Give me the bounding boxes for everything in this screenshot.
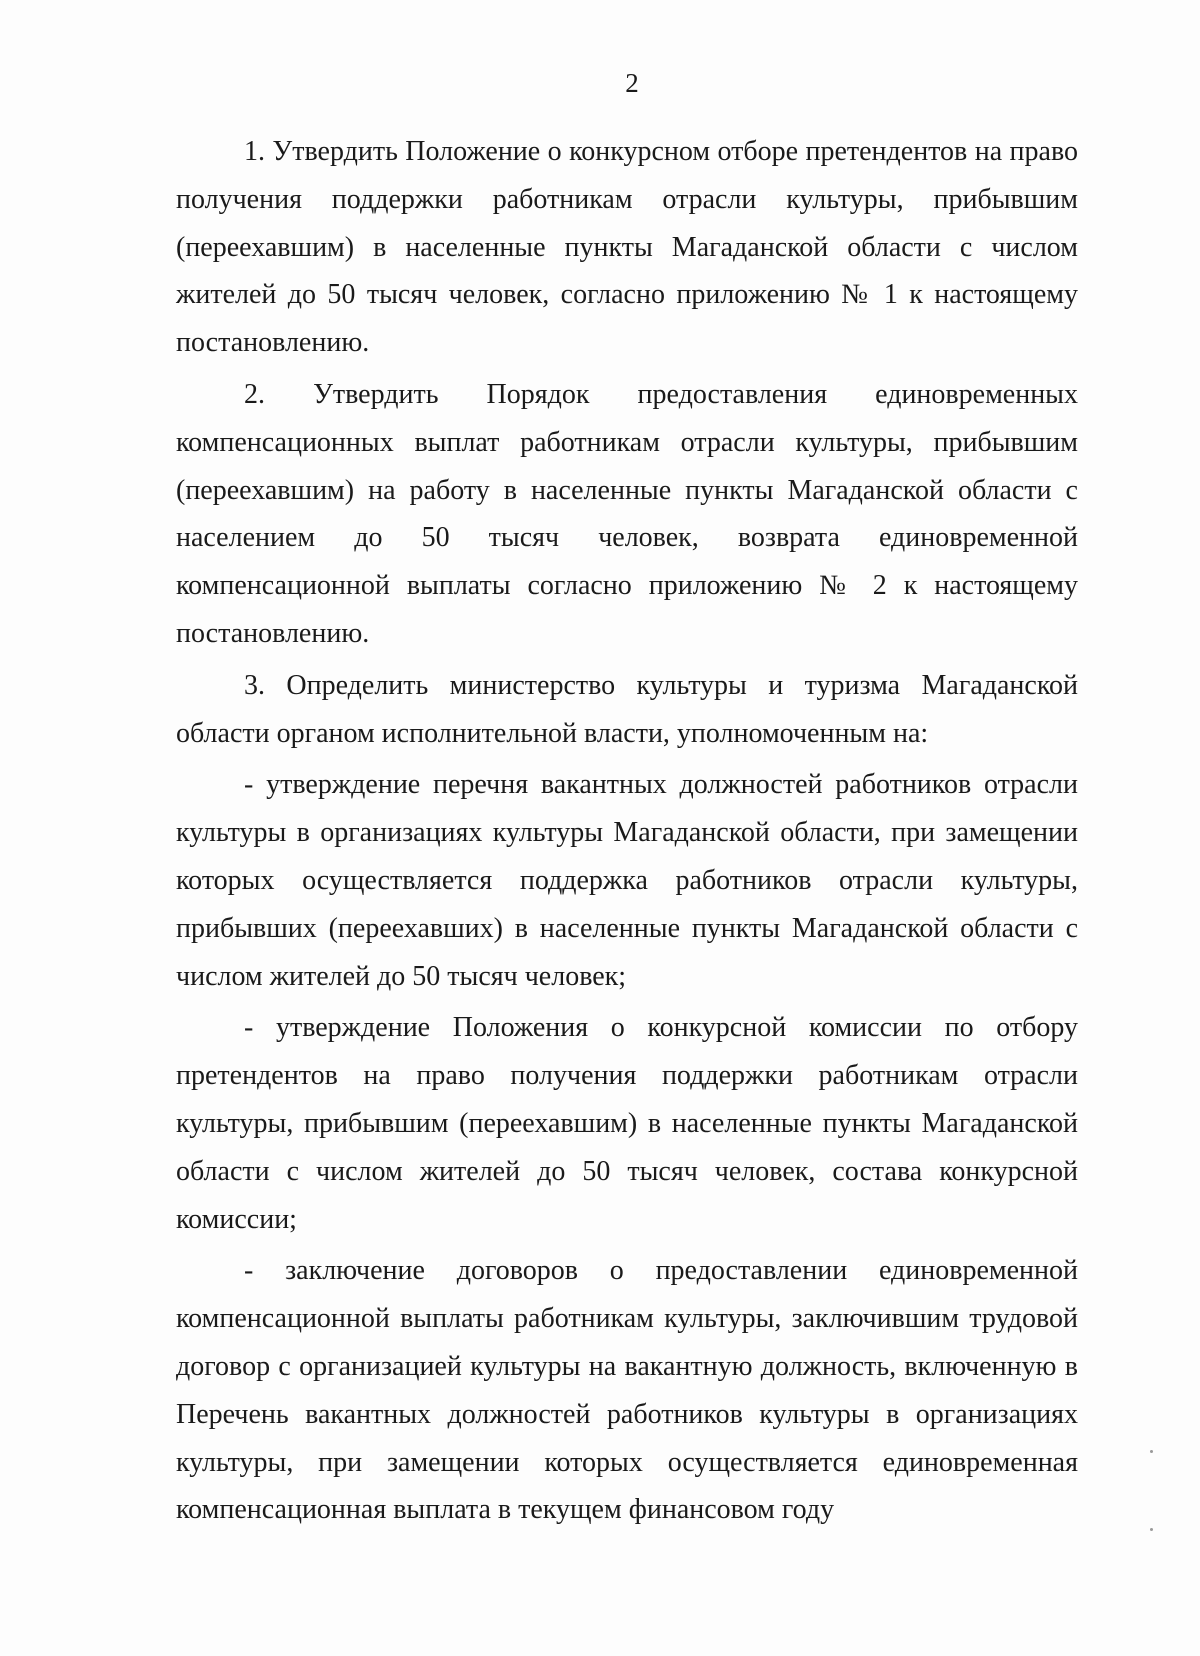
paragraph-3-define-ministry: 3. Определить министерство культуры и туризма Магаданской области органом исполнительной власти, уполномоченным на: xyxy=(176,669,1078,749)
list-item-contracts: - заключение договоров о предоставлении единовременной компенсационной выплаты работникам культуры, заключившим трудовой договор с организацией культуры на вакантную должность, включенную в Перечень вакантных должностей работников культуры в организациях культуры, при замещении которых осуществляется единовременная компенсационная выплата в текущем финансовом году xyxy=(176,1255,1078,1526)
paragraph-1-approve-regulation: 1. Утвердить Положение о конкурсном отборе претендентов на право получения поддержки работникам отрасли культуры, прибывшим (переехавшим) в населенные пункты Магаданской области с числом жителей до 50 тысяч человек, согласно приложению № 1 к настоящему постановлению. xyxy=(176,136,1078,359)
document-body xyxy=(176,128,1078,1534)
list-item-commission-regulation: - утверждение Положения о конкурсной комиссии по отбору претендентов на право получения поддержки работникам отрасли культуры, прибывшим (переехавшим) в населенные пункты Магаданской области с числом жителей до 50 тысяч человек, состава конкурсной комиссии; xyxy=(176,1012,1078,1235)
scan-artifact xyxy=(1150,1450,1153,1453)
list-item-vacancy-list: - утверждение перечня вакантных должностей работников отрасли культуры в организациях культуры Магаданской области, при замещении которых осуществляется поддержка работников отрасли культуры, прибывших (переехавших) в населенные пункты Магаданской области с числом жителей до 50 тысяч человек; xyxy=(176,769,1078,992)
page-number: 2 xyxy=(625,68,639,98)
paragraph-2-approve-procedure: 2. Утвердить Порядок предоставления единовременных компенсационных выплат работникам отрасли культуры, прибывшим (переехавшим) на работу в населенные пункты Магаданской области с населением до 50 тысяч человек, возврата единовременной компенсационной выплаты согласно приложению № 2 к настоящему постановлению. xyxy=(176,378,1078,649)
scan-artifact xyxy=(1150,1528,1153,1531)
